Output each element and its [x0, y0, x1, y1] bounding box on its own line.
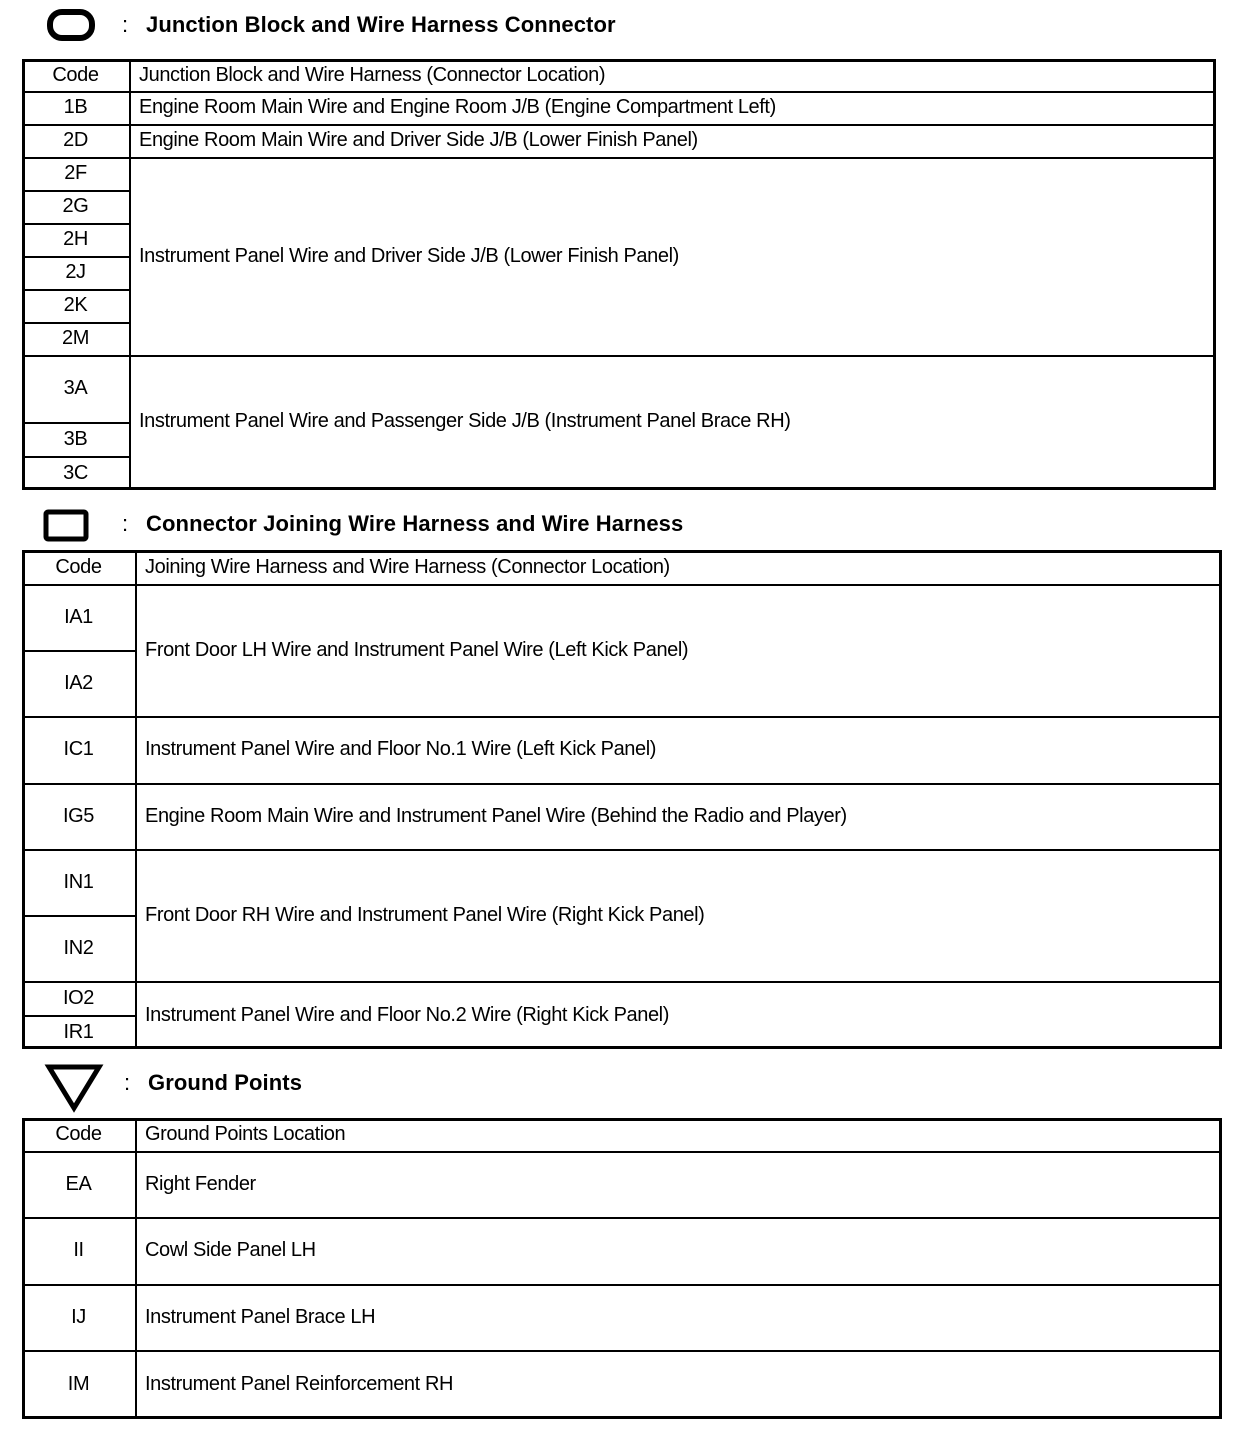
- code-2g: 2G: [62, 195, 89, 217]
- desc-in1-in2: Front Door RH Wire and Instrument Panel Wire (Right Kick Panel): [145, 903, 705, 926]
- desc-ig5: Engine Room Main Wire and Instrument Panel Wire (Behind the Radio and Player): [145, 804, 847, 827]
- desc-3a-3c: Instrument Panel Wire and Passenger Side J/B (Instrument Panel Brace RH): [139, 409, 791, 432]
- code-ea: EA: [65, 1172, 92, 1195]
- desc-io2-ir1: Instrument Panel Wire and Floor No.2 Wire (Right Kick Panel): [145, 1003, 669, 1026]
- code-3a: 3A: [63, 377, 88, 399]
- header-desc: Joining Wire Harness and Wire Harness (Connector Location): [145, 555, 670, 578]
- code-in2: IN2: [63, 936, 94, 959]
- junction-block-table: [22, 59, 1216, 490]
- section-ground-points-header: [0, 1064, 1248, 1104]
- header-code: Code: [55, 1123, 102, 1145]
- code-ia1: IA1: [64, 605, 93, 628]
- section-title: Ground Points: [148, 1070, 303, 1095]
- rounded-rect-icon: [46, 6, 96, 44]
- desc-ii: Cowl Side Panel LH: [145, 1239, 316, 1261]
- desc-ea: Right Fender: [145, 1172, 256, 1195]
- code-io2: IO2: [62, 986, 95, 1009]
- code-ii: II: [73, 1239, 84, 1261]
- code-2k: 2K: [63, 294, 88, 316]
- code-1b: 1B: [63, 96, 88, 118]
- code-ic1: IC1: [63, 738, 94, 760]
- code-ij: IJ: [71, 1305, 86, 1328]
- header-desc: Junction Block and Wire Harness (Connector Location): [139, 63, 606, 86]
- code-2j: 2J: [65, 261, 86, 283]
- code-ia2: IA2: [64, 671, 93, 694]
- code-in1: IN1: [63, 870, 94, 893]
- code-2h: 2H: [63, 228, 88, 250]
- section-colon: :: [124, 1070, 131, 1095]
- code-3c: 3C: [63, 461, 88, 484]
- desc-ij: Instrument Panel Brace LH: [145, 1305, 376, 1328]
- connector-joining-table: [22, 550, 1222, 1049]
- desc-1b: Engine Room Main Wire and Engine Room J/B (Engine Compartment Left): [139, 96, 776, 118]
- section-colon: :: [122, 511, 129, 536]
- header-code: Code: [55, 555, 102, 578]
- code-ir1: IR1: [63, 1020, 94, 1043]
- desc-im: Instrument Panel Reinforcement RH: [145, 1373, 454, 1395]
- rectangle-icon: [42, 505, 92, 545]
- ground-points-table: [22, 1118, 1222, 1419]
- code-im: IM: [67, 1373, 90, 1395]
- code-ig5: IG5: [62, 804, 95, 827]
- triangle-down-icon: [44, 1062, 104, 1114]
- section-connector-joining-header: [0, 505, 1248, 545]
- section-colon: :: [122, 12, 129, 37]
- desc-ia1-ia2: Front Door LH Wire and Instrument Panel Wire (Left Kick Panel): [145, 638, 689, 661]
- code-3b: 3B: [63, 427, 88, 450]
- desc-2d: Engine Room Main Wire and Driver Side J/B (Lower Finish Panel): [139, 129, 698, 151]
- desc-2f-2m: Instrument Panel Wire and Driver Side J/B (Lower Finish Panel): [139, 244, 679, 267]
- section-title: Junction Block and Wire Harness Connector: [146, 12, 616, 37]
- desc-ic1: Instrument Panel Wire and Floor No.1 Wire (Left Kick Panel): [145, 738, 657, 760]
- code-2f: 2F: [64, 162, 87, 184]
- code-2m: 2M: [62, 327, 89, 349]
- header-desc: Ground Points Location: [145, 1123, 346, 1145]
- code-2d: 2D: [63, 129, 88, 151]
- section-junction-block-header: [0, 6, 1248, 46]
- header-code: Code: [52, 63, 99, 86]
- section-title: Connector Joining Wire Harness and Wire Harness: [146, 511, 684, 536]
